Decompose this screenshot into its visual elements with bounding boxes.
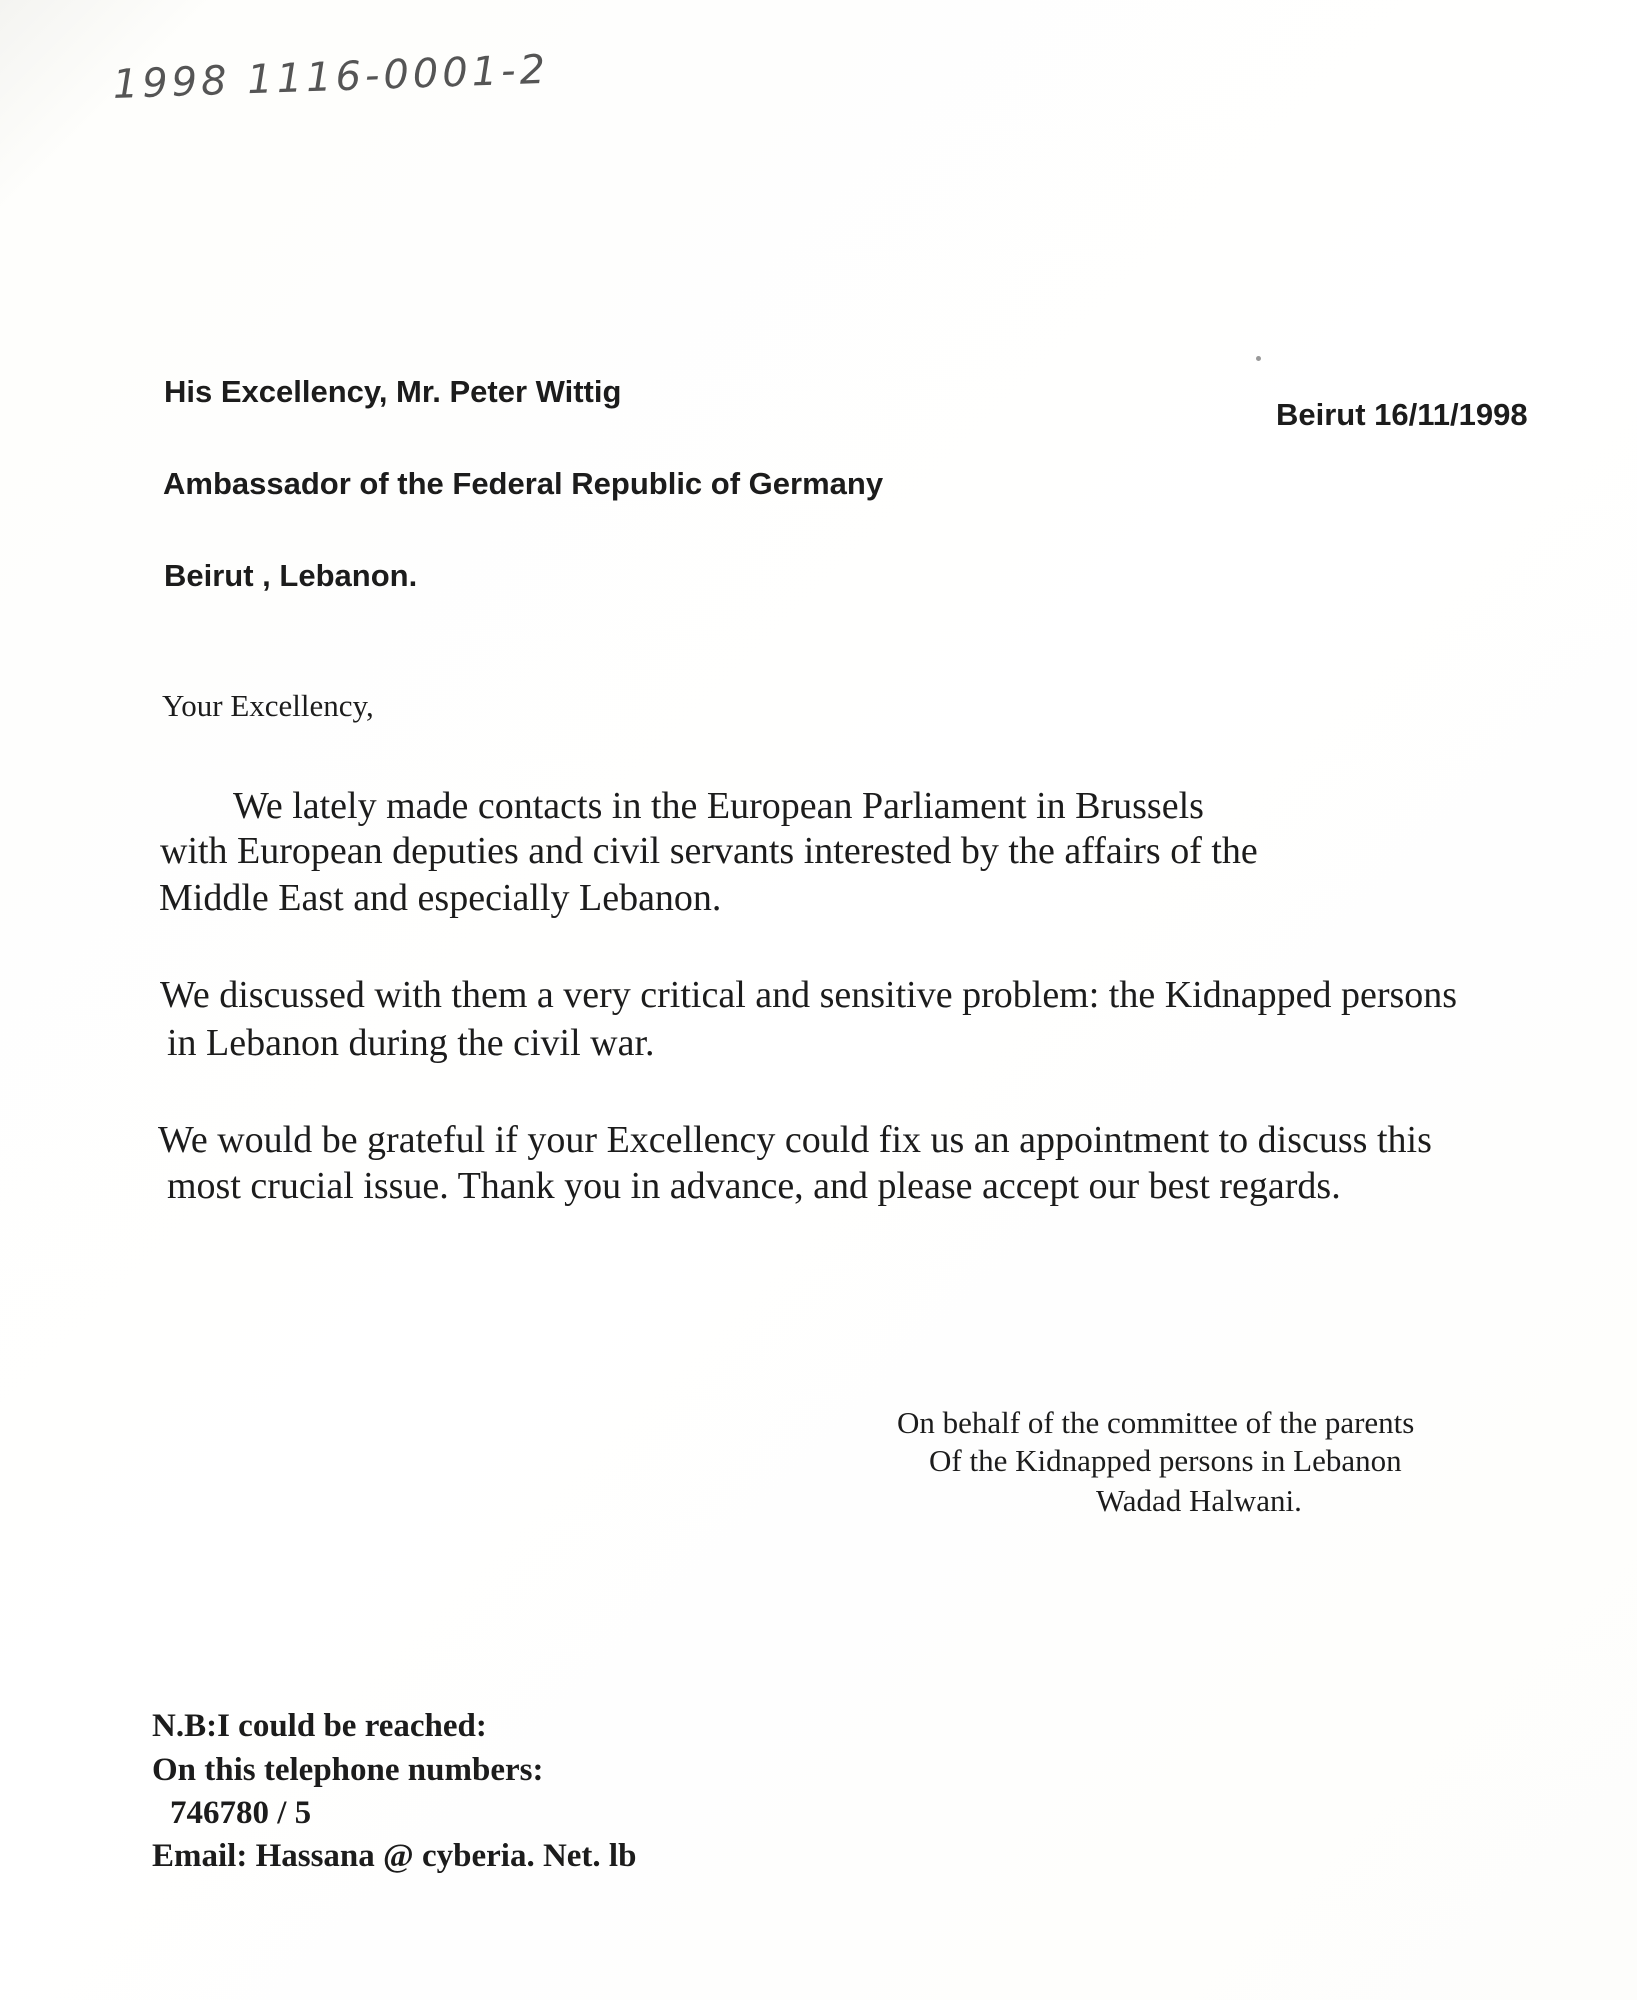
addressee-location: Beirut , Lebanon. bbox=[164, 558, 418, 593]
letter-date: Beirut 16/11/1998 bbox=[1276, 397, 1528, 432]
paper-speck bbox=[1256, 356, 1261, 361]
handwritten-reference-number: 1998 1116-0001-2 bbox=[112, 46, 550, 108]
note-line-2: On this telephone numbers: bbox=[152, 1752, 544, 1788]
note-phone-number: 746780 / 5 bbox=[170, 1795, 312, 1831]
addressee-title: Ambassador of the Federal Republic of Germany bbox=[163, 466, 884, 501]
note-email: Email: Hassana @ cyberia. Net. lb bbox=[152, 1838, 637, 1874]
paragraph-2-line-1: We discussed with them a very critical and sensitive problem: the Kidnapped persons bbox=[160, 974, 1458, 1016]
paragraph-2-line-2: in Lebanon during the civil war. bbox=[167, 1022, 655, 1064]
paragraph-1-line-3: Middle East and especially Lebanon. bbox=[159, 877, 722, 919]
signature-line-1: On behalf of the committee of the parents bbox=[897, 1405, 1415, 1440]
note-line-1: N.B:I could be reached: bbox=[152, 1708, 487, 1744]
signature-line-2: Of the Kidnapped persons in Lebanon bbox=[929, 1443, 1402, 1478]
paragraph-1-line-1: We lately made contacts in the European Parliament in Brussels bbox=[233, 785, 1204, 827]
paragraph-1-line-2: with European deputies and civil servants interested by the affairs of the bbox=[160, 830, 1258, 872]
paragraph-3-line-1: We would be grateful if your Excellency could fix us an appointment to discuss this bbox=[158, 1119, 1432, 1161]
signature-name: Wadad Halwani. bbox=[1096, 1483, 1302, 1518]
addressee-line: His Excellency, Mr. Peter Wittig bbox=[164, 374, 622, 409]
salutation: Your Excellency, bbox=[162, 688, 374, 723]
paragraph-3-line-2: most crucial issue. Thank you in advance, and please accept our best regards. bbox=[167, 1165, 1341, 1207]
